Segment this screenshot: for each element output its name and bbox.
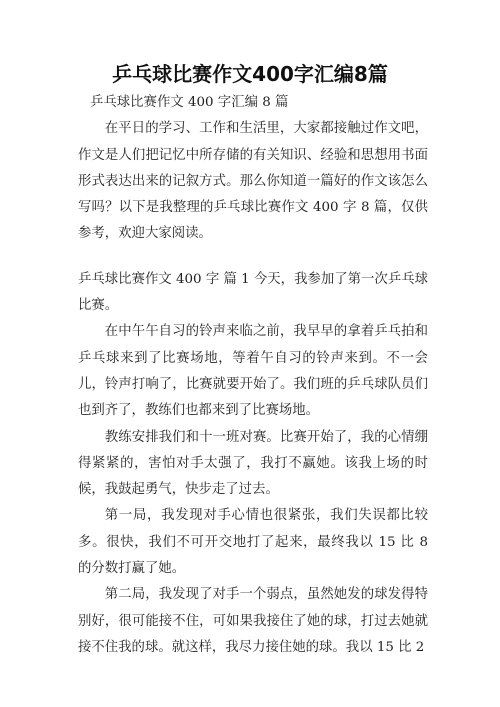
intro-paragraph: 在平日的学习、工作和生活里，大家都接触过作文吧，作文是人们把记忆中所存储的有关知识、经验和思想用书面形式表达出来的记叙方式。那么你知道一篇好的作文该怎么写吗？以下是我整理的乒乓球比赛作文 400 字 8 篇，仅供参考，欢迎大家阅读。	[78, 121, 428, 242]
essay-heading: 乒乓球比赛作文 400 字 篇 1 今天，我参加了第一次乒乓球比赛。	[78, 271, 428, 314]
essay-paragraph-4: 第二局，我发现了对手一个弱点，虽然她发的球发得特别好，很可能接不住，可如果我接住了她的球，打过去她就接不住我的球。就这样，我尽力接住她的球。我以 15 比 2	[78, 587, 428, 655]
essay-paragraph-1: 在中午午自习的铃声来临之前，我早早的拿着乒乓拍和乒乓球来到了比赛场地，等着午自习的铃声来到。不一会儿，铃声打响了，比赛就要开始了。我们班的乒乓球队员们也到齐了，教练们也都来到了比赛场地。	[78, 324, 428, 419]
document-subtitle: 乒乓球比赛作文 400 字汇编 8 篇	[90, 95, 289, 110]
document-body	[78, 90, 428, 661]
essay-paragraph-3: 第一局，我发现对手心情也很紧张，我们失误都比较多。很快，我们不可开交地打了起来，最终我以 15 比 8 的分数打赢了她。	[78, 508, 428, 577]
document-title: 乒乓球比赛作文400字汇编8篇	[112, 62, 388, 86]
essay-paragraph-2: 教练安排我们和十一班对赛。比赛开始了，我的心情绷得紧紧的，害怕对手太强了，我打不赢她。该我上场的时候，我鼓起勇气，快步走了过去。	[78, 429, 428, 498]
